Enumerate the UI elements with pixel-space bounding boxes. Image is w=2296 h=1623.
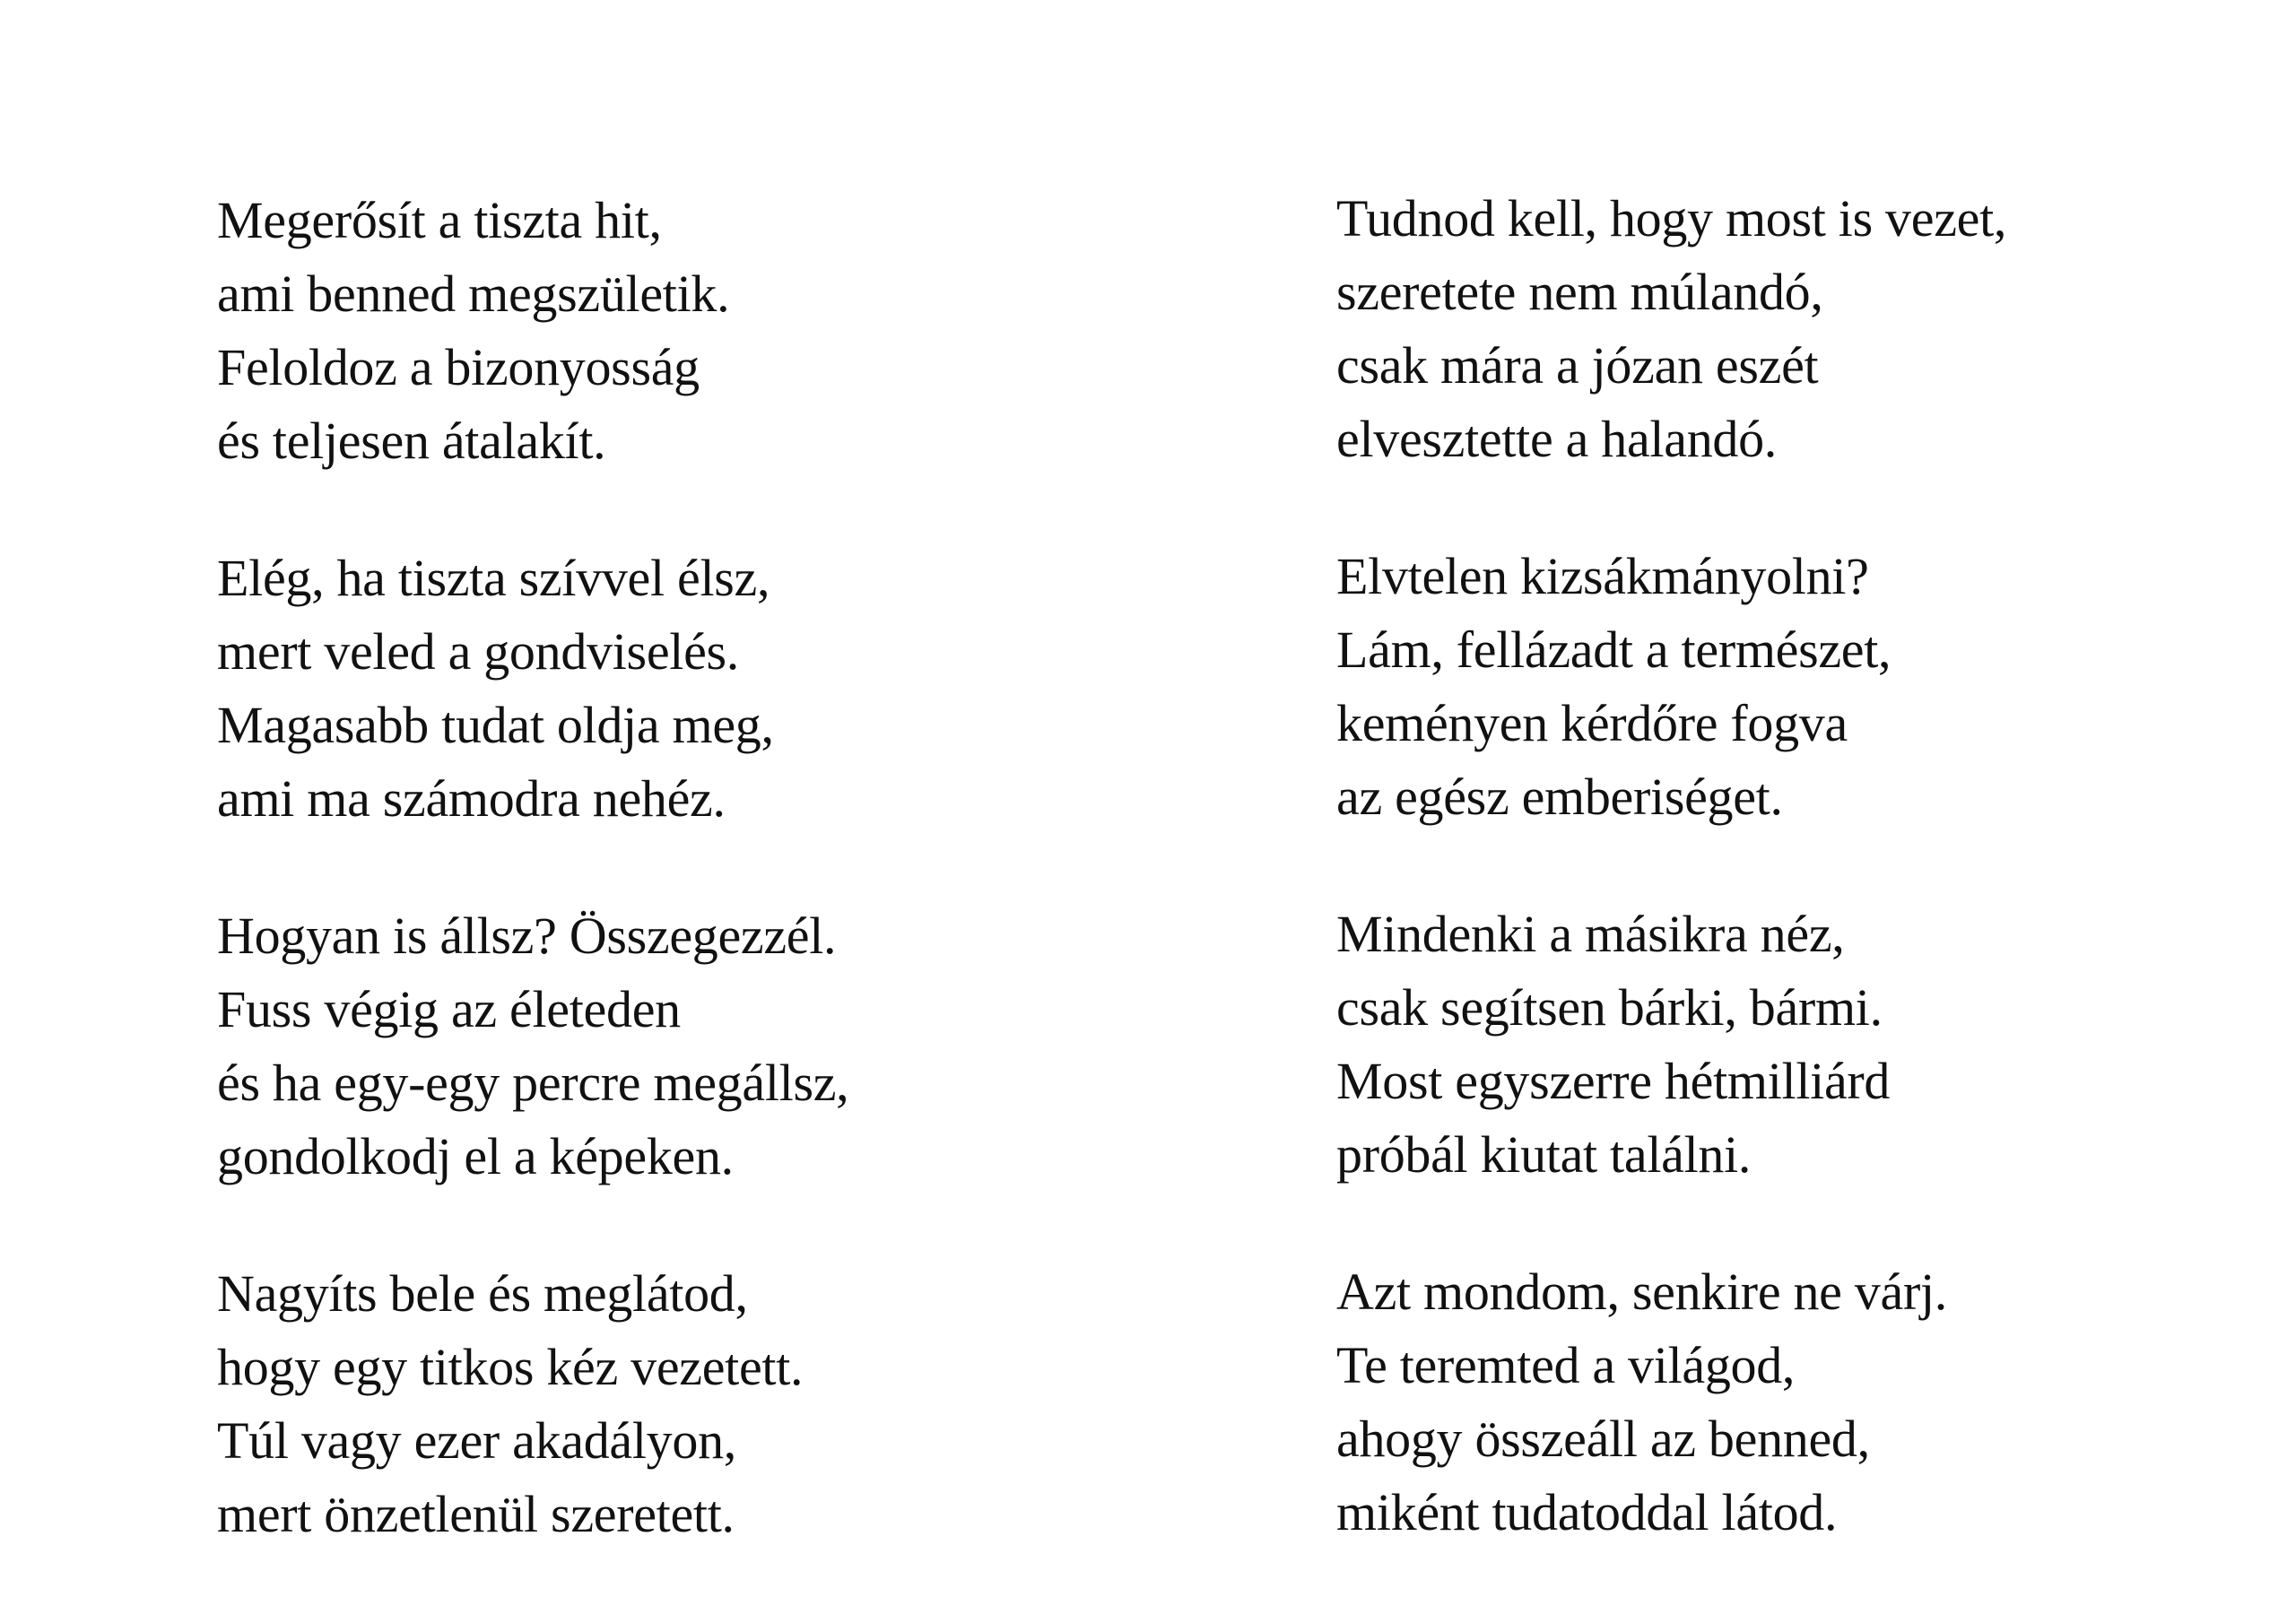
verse-line: szeretete nem múlandó, [1336,263,1823,321]
stanza [217,1257,1248,1551]
verse-line: Fuss végig az életeden [217,980,681,1038]
verse-line: Tudnod kell, hogy most is vezet, [1336,189,2007,247]
verse-line: Te teremted a világod, [1336,1336,1796,1394]
stanza [1336,898,2296,1192]
stanza [1336,1255,2296,1549]
verse-line: Nagyíts bele és meglátod, [217,1264,748,1323]
verse-line: ami ma számodra nehéz. [217,769,726,828]
stanza [217,184,1248,478]
verse-line: Mindenki a másikra néz, [1336,905,1845,963]
stanza [1336,540,2296,834]
verse-line: keményen kérdőre fogva [1336,694,1848,752]
verse-line: miként tudatoddal látod. [1336,1483,1838,1541]
poem-left-column [217,184,1248,1615]
verse-line: az egész emberiséget. [1336,768,1783,826]
verse-line: és ha egy-egy percre megállsz, [217,1054,849,1112]
verse-line: hogy egy titkos kéz vezetett. [217,1338,804,1396]
verse-line: Azt mondom, senkire ne várj. [1336,1263,1947,1321]
verse-line: és teljesen átalakít. [217,412,606,470]
verse-line: próbál kiutat találni. [1336,1125,1752,1184]
stanza [217,542,1248,836]
verse-line: Most egyszerre hétmilliárd [1336,1052,1891,1110]
verse-line: Magasabb tudat oldja meg, [217,696,774,754]
verse-line: Hogyan is állsz? Összegezzél. [217,907,837,965]
verse-line: mert önzetlenül szeretett. [217,1485,735,1543]
stanza [1336,182,2296,476]
verse-line: Elég, ha tiszta szívvel élsz, [217,549,770,607]
verse-line: mert veled a gondviselés. [217,622,739,681]
verse-line: Megerősít a tiszta hit, [217,191,662,249]
verse-line: csak mára a józan eszét [1336,336,1819,395]
verse-line: csak segítsen bárki, bármi. [1336,978,1883,1037]
verse-line: ahogy összeáll az benned, [1336,1410,1870,1468]
verse-line: Elvtelen kizsákmányolni? [1336,547,1869,605]
verse-line: gondolkodj el a képeken. [217,1127,734,1185]
verse-line: elvesztette a halandó. [1336,410,1777,468]
verse-line: Túl vagy ezer akadályon, [217,1411,736,1470]
poem-right-column [1336,182,2296,1613]
verse-line: ami benned megszületik. [217,265,730,323]
stanza [217,899,1248,1193]
verse-line: Lám, fellázadt a természet, [1336,621,1892,679]
verse-line: Feloldoz a bizonyosság [217,338,700,396]
